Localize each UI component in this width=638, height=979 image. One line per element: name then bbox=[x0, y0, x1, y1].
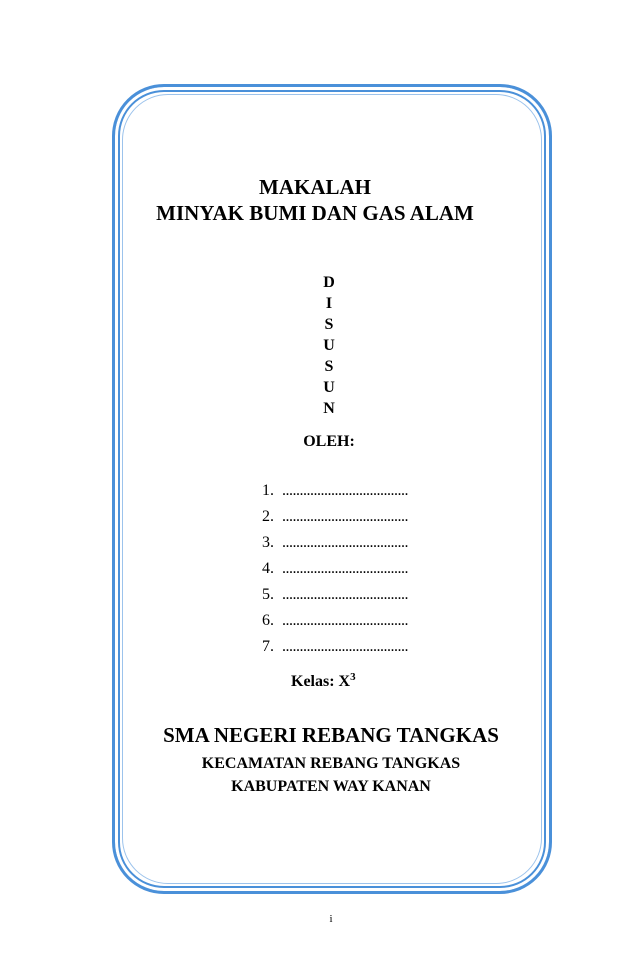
member-name-placeholder: .................................... bbox=[282, 560, 408, 577]
class-grade-superscript: 3 bbox=[350, 671, 356, 683]
member-name-placeholder: .................................... bbox=[282, 534, 408, 551]
member-name-placeholder: .................................... bbox=[282, 482, 408, 499]
member-list-item bbox=[248, 530, 408, 556]
page-number: i bbox=[329, 913, 333, 925]
class-label bbox=[291, 672, 356, 692]
member-list bbox=[248, 478, 408, 660]
member-number: 5. bbox=[262, 586, 274, 603]
member-name-placeholder: .................................... bbox=[282, 508, 408, 525]
disusun-letter: S bbox=[324, 316, 334, 333]
member-list-item bbox=[248, 634, 408, 660]
member-list-item bbox=[248, 478, 408, 504]
document-topic-title: MINYAK BUMI DAN GAS ALAM bbox=[156, 201, 474, 225]
member-list-item bbox=[248, 556, 408, 582]
member-name-placeholder: .................................... bbox=[282, 586, 408, 603]
school-regency: KABUPATEN WAY KANAN bbox=[231, 778, 431, 795]
document-type-title: MAKALAH bbox=[259, 175, 371, 199]
member-name-placeholder: .................................... bbox=[282, 612, 408, 629]
disusun-letter: S bbox=[324, 358, 334, 375]
member-number: 6. bbox=[262, 612, 274, 629]
member-number: 2. bbox=[262, 508, 274, 525]
member-number: 3. bbox=[262, 534, 274, 551]
class-label-text: Kelas: X bbox=[291, 673, 351, 690]
member-number: 4. bbox=[262, 560, 274, 577]
member-number: 7. bbox=[262, 638, 274, 655]
member-name-placeholder: .................................... bbox=[282, 638, 408, 655]
disusun-letter: N bbox=[323, 400, 335, 417]
school-district: KECAMATAN REBANG TANGKAS bbox=[201, 755, 461, 772]
disusun-letter: D bbox=[323, 274, 335, 291]
member-list-item bbox=[248, 504, 408, 530]
disusun-letter: I bbox=[325, 295, 333, 312]
disusun-letter: U bbox=[323, 379, 335, 396]
school-name: SMA NEGERI REBANG TANGKAS bbox=[163, 723, 499, 747]
disusun-vertical-text bbox=[0, 272, 638, 419]
member-number: 1. bbox=[262, 482, 274, 499]
oleh-label: OLEH: bbox=[303, 433, 355, 450]
disusun-letter: U bbox=[323, 337, 335, 354]
member-list-item bbox=[248, 608, 408, 634]
member-list-item bbox=[248, 582, 408, 608]
